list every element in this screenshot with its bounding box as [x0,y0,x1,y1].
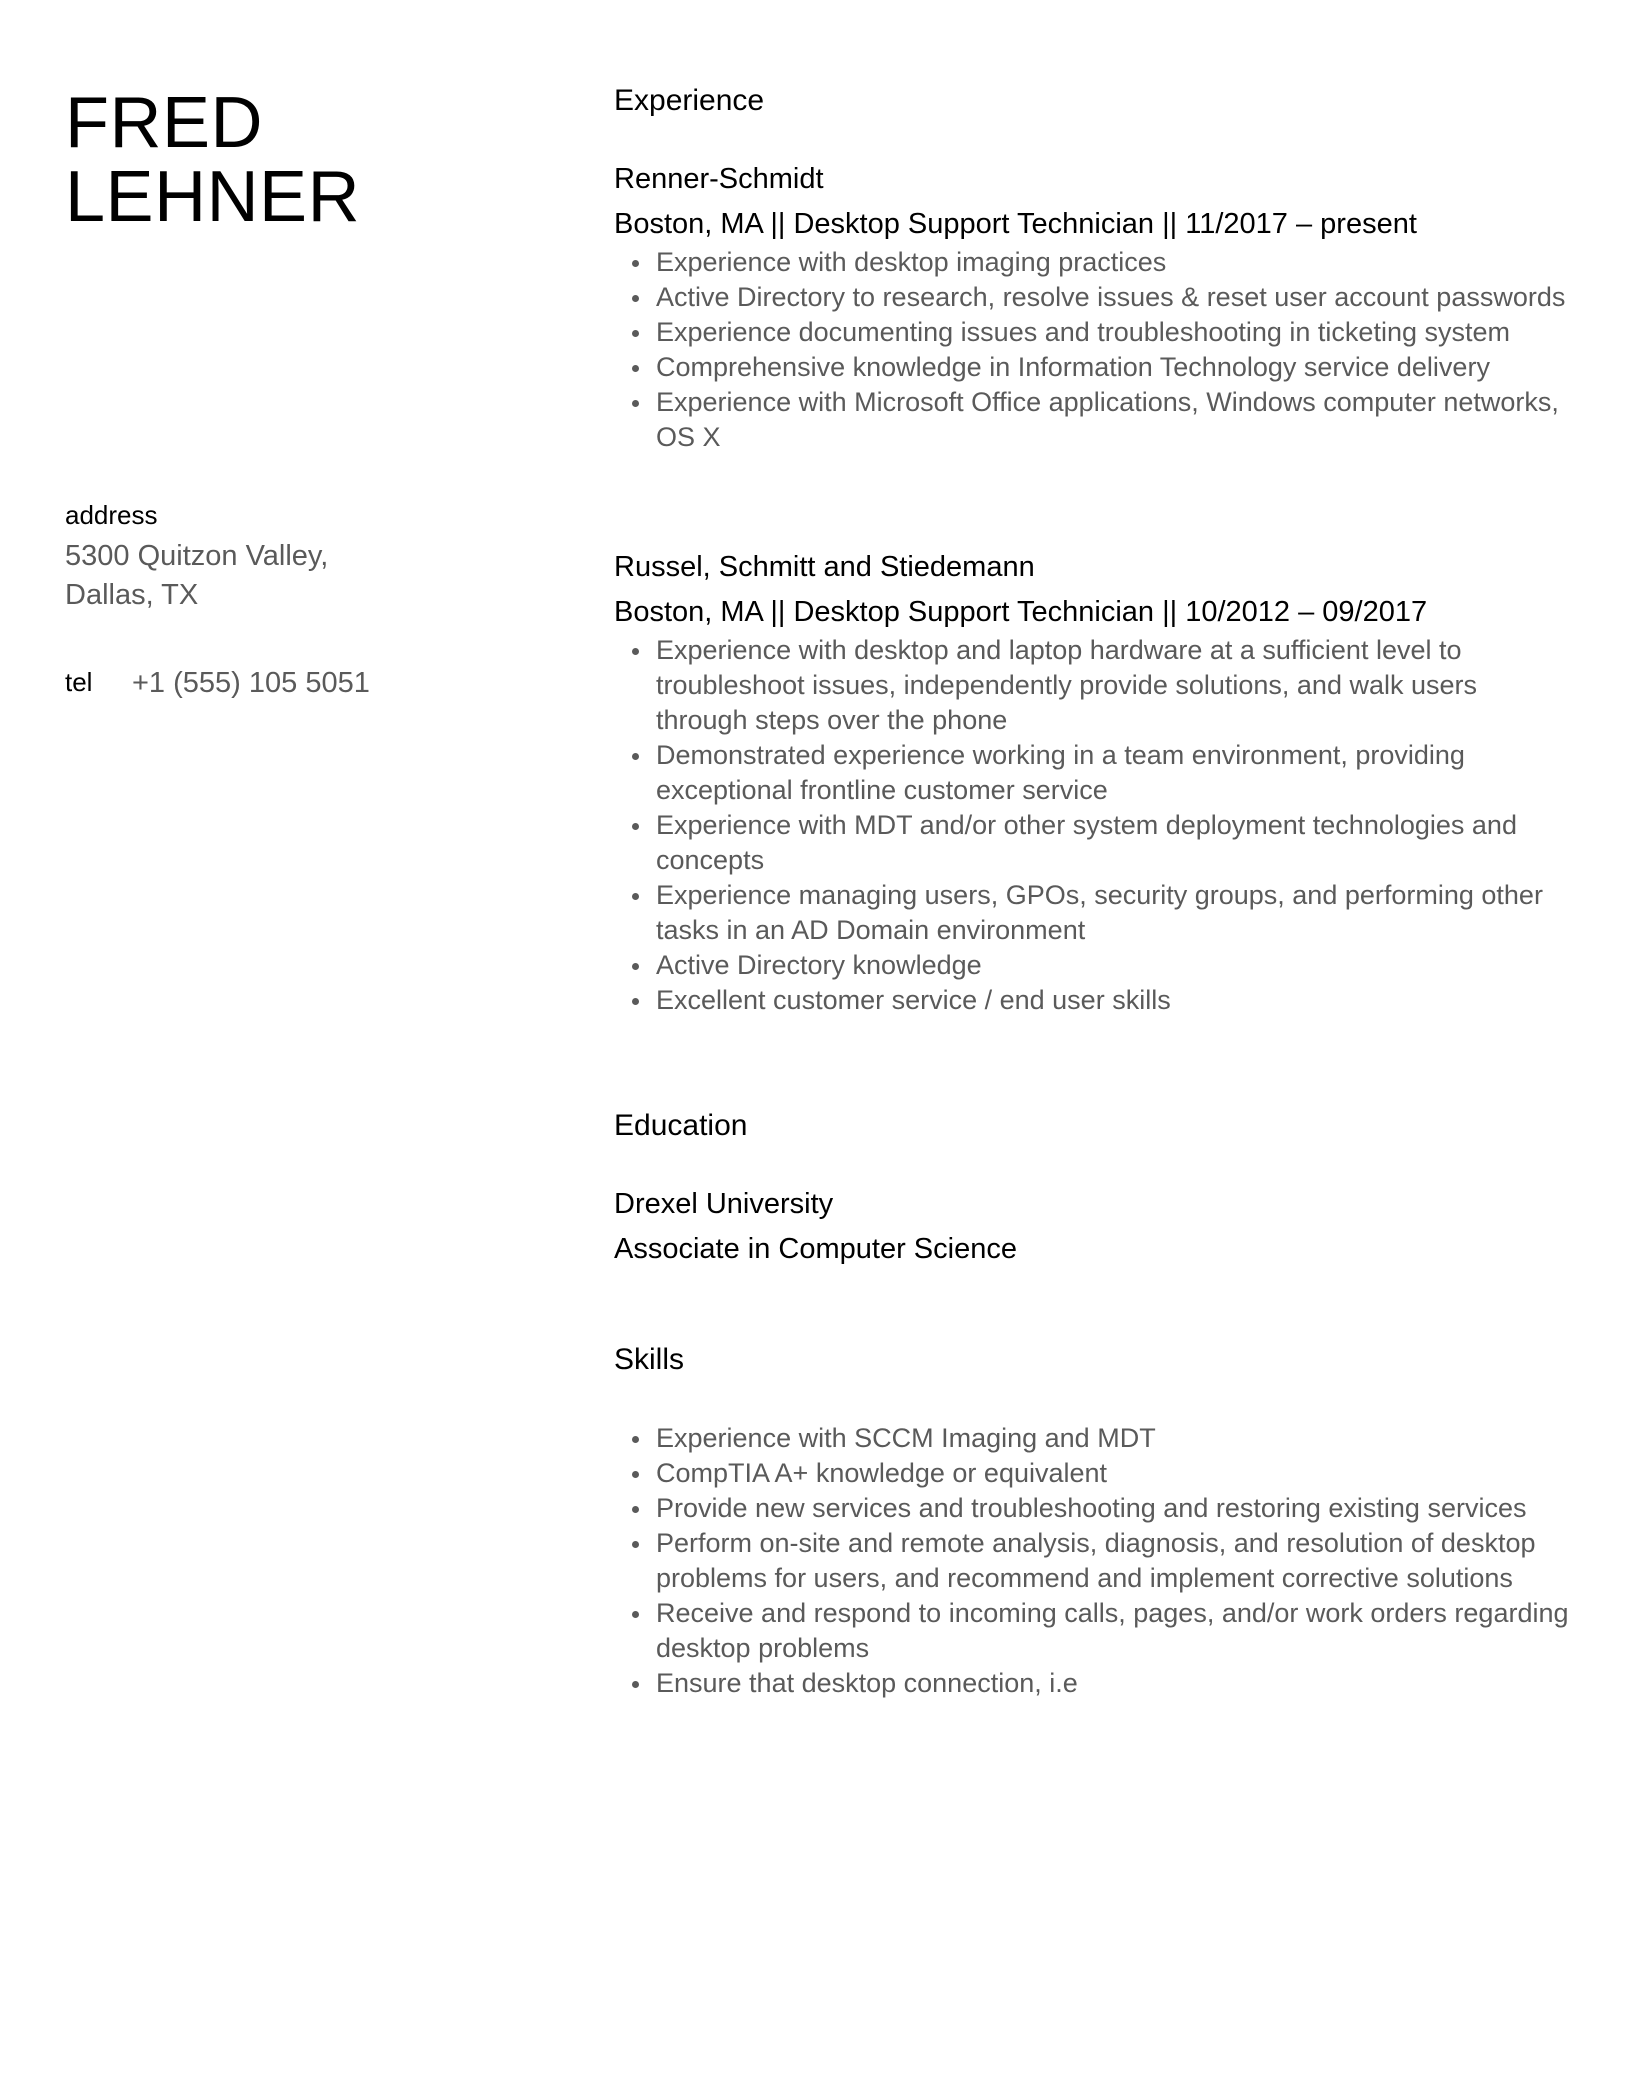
list-item: Active Directory knowledge [656,948,1574,983]
list-item: Provide new services and troubleshooting and restoring existing services [656,1491,1574,1526]
list-item: Experience with desktop imaging practices [656,245,1574,280]
job-entry [614,160,1574,455]
list-item: Active Directory to research, resolve issues & reset user account passwords [656,280,1574,315]
list-item: Experience with SCCM Imaging and MDT [656,1421,1574,1456]
job-company: Russel, Schmitt and Stiedemann [614,551,1035,583]
job-bullet-list [614,245,1574,455]
list-item: Experience with Microsoft Office applications, Windows computer networks, OS X [656,385,1574,455]
education-degree: Associate in Computer Science [614,1233,1017,1265]
job-meta: Boston, MA || Desktop Support Technician || 11/2017 – present [614,208,1417,240]
job-meta: Boston, MA || Desktop Support Technician || 10/2012 – 09/2017 [614,596,1428,628]
list-item: Receive and respond to incoming calls, pages, and/or work orders regarding desktop problems [656,1596,1574,1666]
job-entry [614,548,1574,1018]
address-line-1: 5300 Quitzon Valley, [65,540,329,572]
list-item: CompTIA A+ knowledge or equivalent [656,1456,1574,1491]
skills-list [614,1421,1574,1701]
job-company: Renner-Schmidt [614,163,824,195]
education-heading: Education [614,1109,748,1142]
address-value [65,537,328,615]
education-entry [614,1185,1574,1268]
list-item: Perform on-site and remote analysis, diagnosis, and resolution of desktop problems for users, and recommend and implement corrective solutions [656,1526,1574,1596]
last-name: LEHNER [65,157,361,237]
skills-heading: Skills [614,1343,685,1376]
list-item: Excellent customer service / end user skills [656,983,1574,1018]
list-item: Experience with desktop and laptop hardware at a sufficient level to troubleshoot issues, independently provide solutions, and walk users through steps over the phone [656,633,1574,738]
list-item: Ensure that desktop connection, i.e [656,1666,1574,1701]
list-item: Experience with MDT and/or other system deployment technologies and concepts [656,808,1574,878]
experience-heading: Experience [614,84,765,117]
address-line-2: Dallas, TX [65,579,199,611]
education-school: Drexel University [614,1188,834,1220]
list-item: Comprehensive knowledge in Information Technology service delivery [656,350,1574,385]
tel-label: tel [65,667,93,697]
list-item: Experience documenting issues and troubleshooting in ticketing system [656,315,1574,350]
address-label: address [65,500,158,530]
list-item: Experience managing users, GPOs, security groups, and performing other tasks in an AD Domain environment [656,878,1574,948]
candidate-name [65,83,361,237]
list-item: Demonstrated experience working in a team environment, providing exceptional frontline customer service [656,738,1574,808]
job-bullet-list [614,633,1574,1018]
first-name: FRED [65,83,263,163]
skills-entry [614,1419,1574,1701]
tel-value: +1 (555) 105 5051 [132,667,370,699]
